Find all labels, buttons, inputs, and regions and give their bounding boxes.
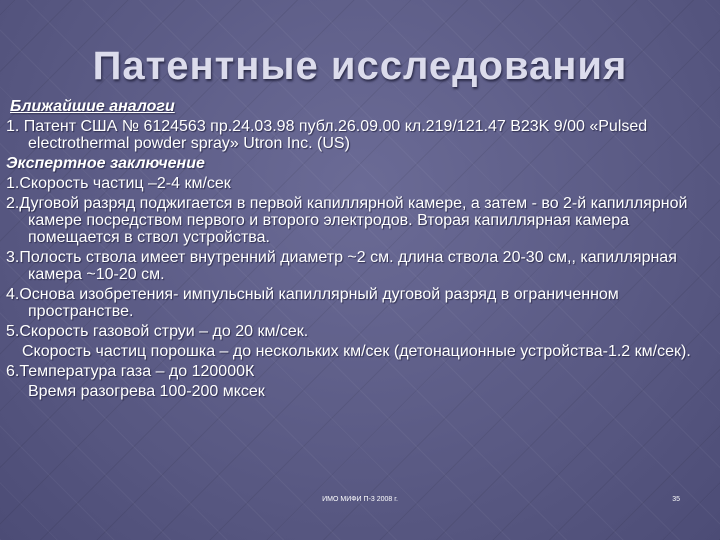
heading-analogs-text: Ближайшие аналоги (10, 98, 175, 115)
list-item-4: 4.Основа изобретения- импульсный капиллярный дуговой разряд в ограниченном пространстве. (6, 286, 619, 320)
heading-expert-conclusion: Экспертное заключение (6, 155, 205, 172)
list-item-5-continued: Скорость частиц порошка – до нескольких км/сек (детонационные устройства-1.2 км/сек). (22, 343, 691, 360)
list-item-6-continued: Время разогрева 100-200 мксек (28, 383, 265, 400)
slide-title: Патентные исследования (92, 44, 628, 88)
list-item-6: 6.Температура газа – до 120000К (6, 363, 255, 380)
list-item-patent: 1. Патент США № 6124563 пр.24.03.98 публ.26.09.00 кл.219/121.47 B23K 9/00 «Pulsed electrothermal powder spray» Utron Inc. (US) (6, 118, 648, 152)
list-item-5: 5.Скорость газовой струи – до 20 км/сек. (6, 323, 309, 340)
footer-caption: ИМО МИФИ П-3 2008 г. (322, 496, 398, 503)
heading-analogs (6, 98, 706, 115)
list-item-3: 3.Полость ствола имеет внутренний диаметр ~2 см. длина ствола 20-30 см,, капиллярная камера ~10-20 см. (6, 249, 677, 283)
list-item-1: 1.Скорость частиц –2-4 км/сек (6, 175, 231, 192)
list-item-2: 2.Дуговой разряд поджигается в первой капиллярной камере, а затем - во 2-й капиллярной камере посредством первого и второго электродов. Вторая капиллярная камера помещается в ствол устройства. (6, 195, 688, 246)
page-number: 35 (672, 496, 680, 503)
slide-content (6, 98, 706, 400)
